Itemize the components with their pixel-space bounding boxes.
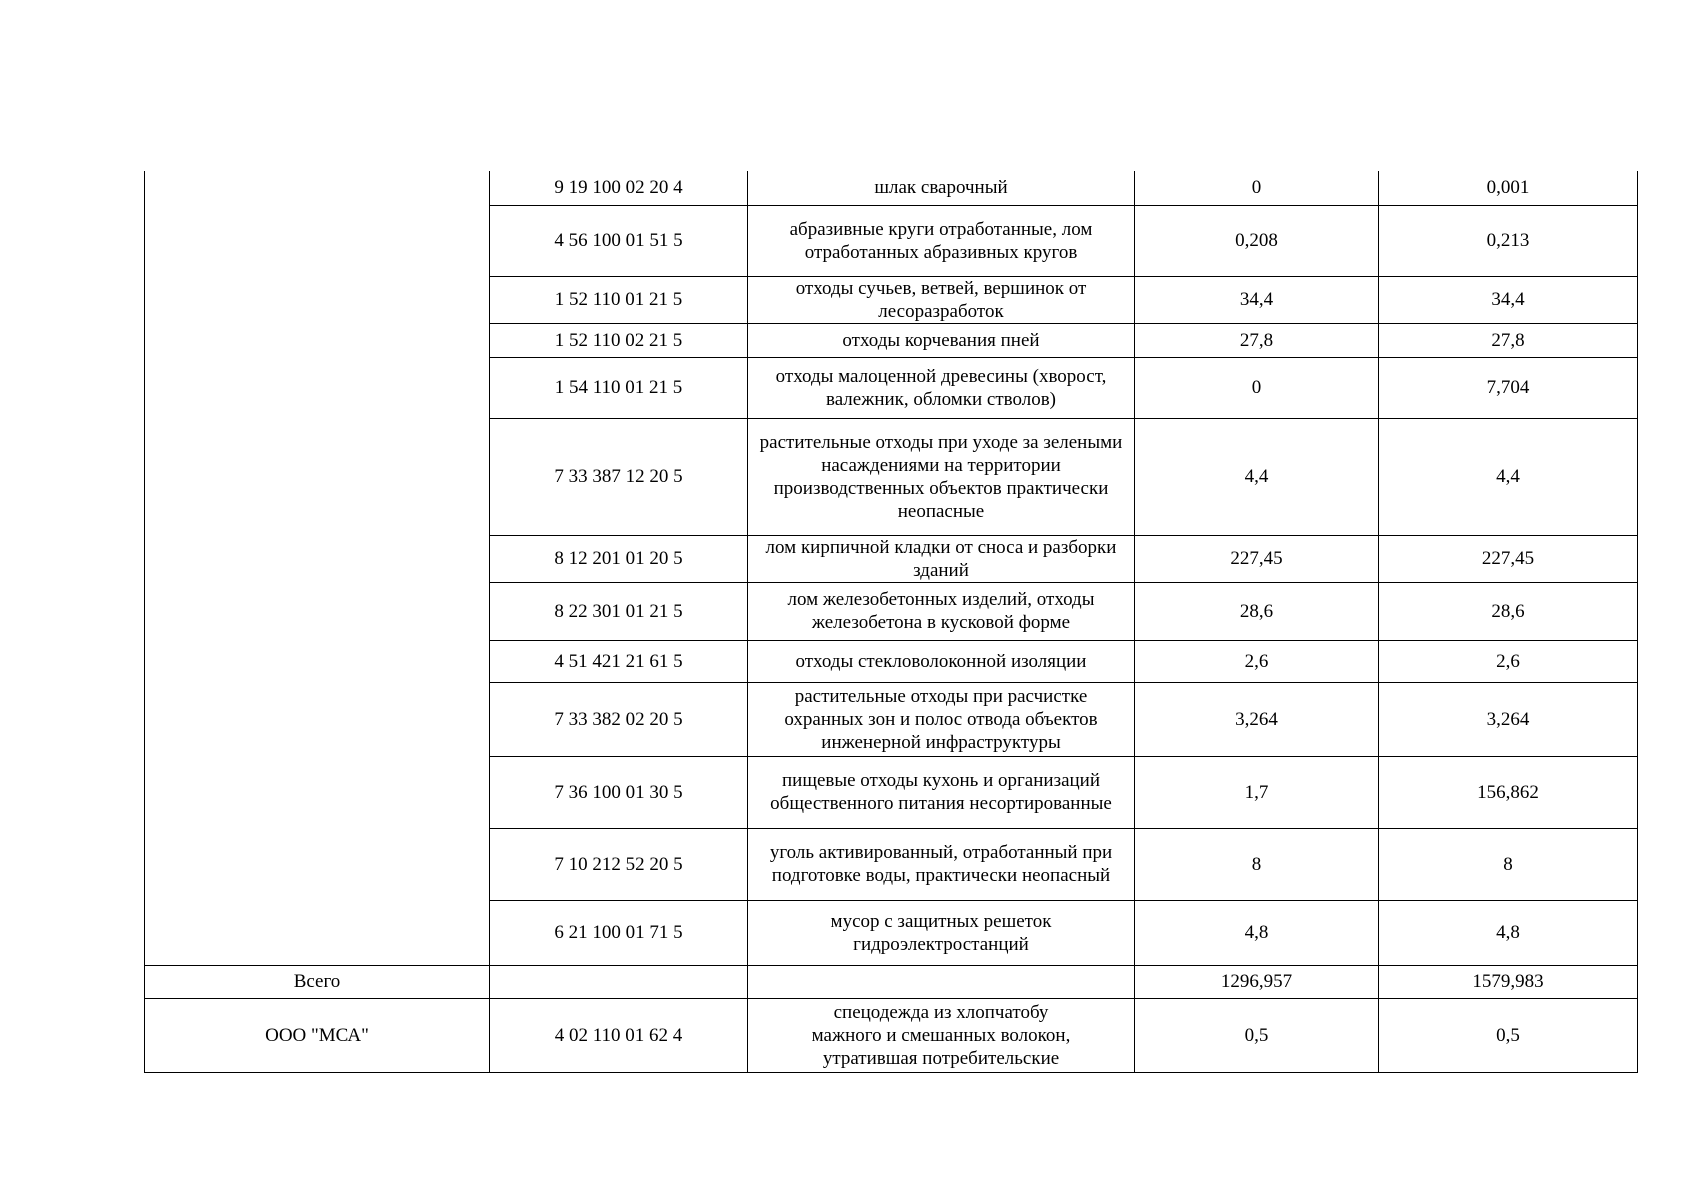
total-row — [145, 965, 1638, 998]
waste-code-cell: 7 10 212 52 20 5 — [490, 828, 748, 900]
waste-code-cell: 7 36 100 01 30 5 — [490, 756, 748, 828]
value-1-cell: 4,8 — [1135, 900, 1379, 965]
waste-name-cell: лом железобетонных изделий, отходы железобетона в кусковой форме — [748, 582, 1135, 640]
value-1-cell: 34,4 — [1135, 276, 1379, 323]
value-1-cell: 1,7 — [1135, 756, 1379, 828]
waste-name-cell: отходы малоценной древесины (хворост, валежник, обломки стволов) — [748, 357, 1135, 418]
waste-code-cell: 4 02 110 01 62 4 — [490, 998, 748, 1072]
waste-name-cell: отходы корчевания пней — [748, 323, 1135, 357]
value-2-cell: 4,8 — [1379, 900, 1638, 965]
table-row — [145, 171, 1638, 205]
waste-code-cell: 8 22 301 01 21 5 — [490, 582, 748, 640]
organization-cell-empty — [145, 171, 490, 965]
value-1-cell: 27,8 — [1135, 323, 1379, 357]
waste-code-cell: 4 51 421 21 61 5 — [490, 640, 748, 682]
total-code-cell-empty — [490, 965, 748, 998]
waste-code-cell: 9 19 100 02 20 4 — [490, 171, 748, 205]
waste-table — [144, 171, 1638, 1073]
value-1-cell: 227,45 — [1135, 535, 1379, 582]
value-2-cell: 227,45 — [1379, 535, 1638, 582]
waste-name-cell: мусор с защитных решеток гидроэлектростанций — [748, 900, 1135, 965]
organization-name-cell: ООО "МСА" — [145, 998, 490, 1072]
waste-code-cell: 7 33 387 12 20 5 — [490, 418, 748, 535]
value-1-cell: 4,4 — [1135, 418, 1379, 535]
value-1-cell: 0,208 — [1135, 205, 1379, 276]
value-1-cell: 0,5 — [1135, 998, 1379, 1072]
value-2-cell: 0,5 — [1379, 998, 1638, 1072]
waste-code-cell: 1 52 110 02 21 5 — [490, 323, 748, 357]
value-1-cell: 3,264 — [1135, 682, 1379, 756]
waste-name-cell: абразивные круги отработанные, лом отработанных абразивных кругов — [748, 205, 1135, 276]
waste-name-cell: уголь активированный, отработанный при подготовке воды, практически неопасный — [748, 828, 1135, 900]
value-2-cell: 34,4 — [1379, 276, 1638, 323]
value-2-cell: 0,001 — [1379, 171, 1638, 205]
waste-code-cell: 1 54 110 01 21 5 — [490, 357, 748, 418]
value-1-cell: 8 — [1135, 828, 1379, 900]
waste-code-cell: 6 21 100 01 71 5 — [490, 900, 748, 965]
total-value-1-cell: 1296,957 — [1135, 965, 1379, 998]
value-2-cell: 4,4 — [1379, 418, 1638, 535]
waste-code-cell: 7 33 382 02 20 5 — [490, 682, 748, 756]
value-2-cell: 27,8 — [1379, 323, 1638, 357]
value-1-cell: 2,6 — [1135, 640, 1379, 682]
value-2-cell: 28,6 — [1379, 582, 1638, 640]
total-label-cell: Всего — [145, 965, 490, 998]
waste-name-cell: растительные отходы при уходе за зелеными насаждениями на территории производственных объектов практически неопасные — [748, 418, 1135, 535]
value-2-cell: 2,6 — [1379, 640, 1638, 682]
waste-code-cell: 4 56 100 01 51 5 — [490, 205, 748, 276]
waste-name-line: мажного и смешанных волокон, — [811, 1024, 1071, 1046]
waste-name-cell: растительные отходы при расчистке охранных зон и полос отвода объектов инженерной инфраструктуры — [748, 682, 1135, 756]
waste-name-cell: шлак сварочный — [748, 171, 1135, 205]
waste-name-line: спецодежда из хлопчатобу — [833, 1001, 1049, 1023]
waste-name-cell: лом кирпичной кладки от сноса и разборки зданий — [748, 535, 1135, 582]
total-name-cell-empty — [748, 965, 1135, 998]
value-1-cell: 28,6 — [1135, 582, 1379, 640]
value-2-cell: 0,213 — [1379, 205, 1638, 276]
value-2-cell: 7,704 — [1379, 357, 1638, 418]
organization-row — [145, 998, 1638, 1072]
value-2-cell: 156,862 — [1379, 756, 1638, 828]
waste-name-cell: отходы сучьев, ветвей, вершинок от лесоразработок — [748, 276, 1135, 323]
waste-name-cell — [748, 998, 1135, 1072]
total-value-2-cell: 1579,983 — [1379, 965, 1638, 998]
waste-name-line: утратившая потребительские — [822, 1047, 1060, 1069]
value-2-cell: 8 — [1379, 828, 1638, 900]
waste-code-cell: 1 52 110 01 21 5 — [490, 276, 748, 323]
waste-name-cell: отходы стекловолоконной изоляции — [748, 640, 1135, 682]
waste-table-body — [145, 171, 1638, 1072]
value-2-cell: 3,264 — [1379, 682, 1638, 756]
value-1-cell: 0 — [1135, 357, 1379, 418]
value-1-cell: 0 — [1135, 171, 1379, 205]
waste-code-cell: 8 12 201 01 20 5 — [490, 535, 748, 582]
waste-name-cell: пищевые отходы кухонь и организаций общественного питания несортированные — [748, 756, 1135, 828]
